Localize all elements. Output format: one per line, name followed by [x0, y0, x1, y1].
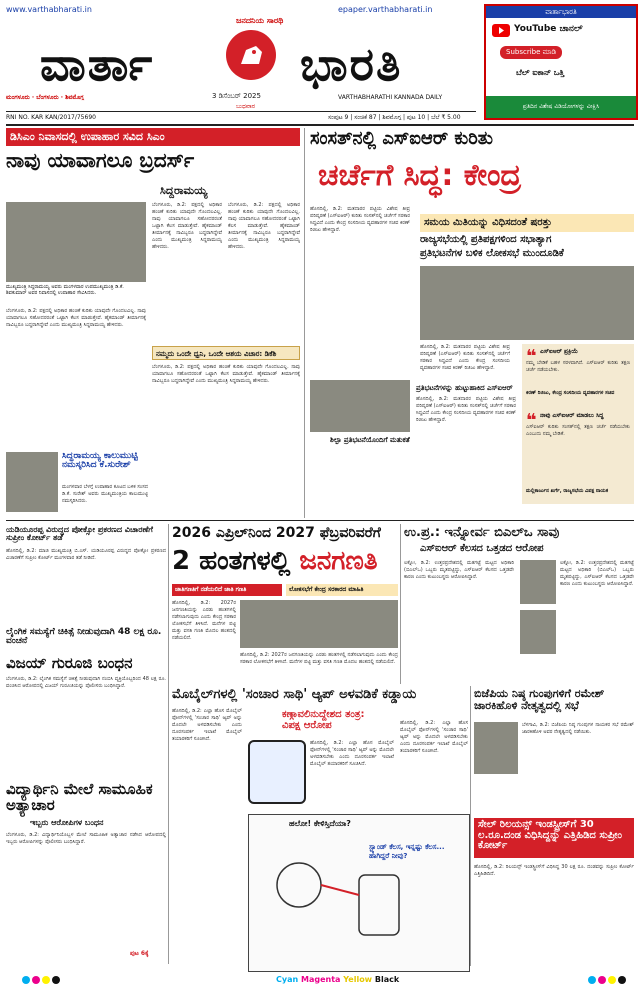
col-rule-2 — [168, 524, 169, 964]
app-body-col3: ಹೊಸದಿಲ್ಲಿ, ಡಿ.2: ಎಲ್ಲಾ ಹೊಸ ಮೊಬೈಲ್ ಫೋನ್‌ಗಳಲ್ಲಿ 'ಸಂಚಾರ ಸಾಥಿ' ಆ್ಯಪ್ ಅನ್ನು ಮೊದಲೇ ಅಳವಡಿಸಬೇಕು ಎಂದು ದೂರಸಂಪರ್ಕ ಇಲಾಖೆ ಮೊಬೈಲ್ ತಯಾರಕರಿಗೆ ಸೂಚಿಸಿದೆ. — [400, 720, 468, 754]
sir-body-col3: ಹೊಸದಿಲ್ಲಿ, ಡಿ.2: ಮತದಾರರ ಪಟ್ಟಿಯ ವಿಶೇಷ ತೀವ್ರ ಪರಿಷ್ಕರಣೆ (ಎಸ್‌ಐಆರ್) ಕುರಿತು ಸಂಸತ್‌ನಲ್ಲಿ ಚರ್ಚೆಗೆ ಸರಕಾರ ಸಿದ್ಧವಿದೆ ಎಂದು ಕೇಂದ್ರ ಸಂಸದೀಯ ವ್ಯವಹಾರಗಳ ಸಚಿವ ಕಿರಣ್ ರಿಜಿಜು ಹೇಳಿದ್ದಾರೆ. — [416, 396, 516, 423]
dcm-body: ಬೆಂಗಳೂರು, ಡಿ.2: ಪಕ್ಷದಲ್ಲಿ ಅಧಿಕಾರ ಹಂಚಿಕೆ ಕುರಿತು ಯಾವುದೇ ಗೊಂದಲವಿಲ್ಲ. ನಾವು ಯಾವಾಗಲೂ ಸಹೋದರರಂತೆ ಒಟ್ಟಾಗಿ ಕೆಲಸ ಮಾಡುತ್ತೇವೆ. ಹೈಕಮಾಂಡ್ ತೀರ್ಮಾನಕ್ಕೆ ನಾವಿಬ್ಬರೂ ಬದ್ಧರಾಗಿದ್ದೇವೆ ಎಂದು ಮುಖ್ಯಮಂತ್ರಿ ಸಿದ್ದರಾಮಯ್ಯ ಹೇಳಿದರು. — [6, 308, 146, 328]
opinion-q2-head: ನಾವು ಎಸ್‌ಐಆರ್ ಮಾಡಲು ಸಿದ್ಧ — [540, 412, 604, 419]
cartoon-bubble: ಹಲೋ! ಕೇಳಿಸ್ತಿದೆಯಾ? — [289, 819, 351, 828]
masthead-title-right: ಭಾರತಿ — [300, 37, 403, 91]
cartoon — [248, 814, 470, 972]
registration-mark-cyan-2 — [588, 976, 596, 984]
horse-icon — [226, 30, 276, 80]
protest-photo — [310, 380, 410, 432]
opinion-box — [522, 344, 634, 504]
sir-sub1: ಸಮಯ ಮಿತಿಯನ್ನು ವಿಧಿಸದಂತೆ ಷರತ್ತು — [420, 214, 634, 232]
dcm-kicker: ಡಿಸಿಎಂ ನಿವಾಸದಲ್ಲಿ ಉಪಾಹಾರ ಸವಿದ ಸಿಎಂ — [6, 128, 300, 146]
reg-number: RNI NO. KAR KAN/2017/75690 — [6, 114, 96, 121]
issue-meta: ಸಂಪುಟ 9 | ಸಂಚಿಕೆ 87 | ಶಿವಮೊಗ್ಗ | ಪುಟ 10 | ಬೆಲೆ ₹ 5.00 — [328, 114, 461, 121]
census-headline-b: ಜನಗಣತಿ — [299, 546, 378, 576]
cmyk-black: Black — [374, 975, 400, 984]
up-body-col2: ಲಕ್ನೋ, ಡಿ.2: ಉತ್ತರಪ್ರದೇಶದಲ್ಲಿ ಮತಗಟ್ಟೆ ಮಟ್ಟದ ಅಧಿಕಾರಿ (ಬಿಎಲ್‌ಒ) ಒಬ್ಬರು ಮೃತಪಟ್ಟಿದ್ದು, ಎಸ್‌ಐಆರ್ ಕೆಲಸದ ಒತ್ತಡವೇ ಕಾರಣ ಎಂದು ಕುಟುಂಬಸ್ಥರು ಆರೋಪಿಸಿದ್ದಾರೆ. — [560, 560, 634, 587]
phone-icon — [248, 740, 306, 804]
census-tag1: ಜಾತಿಗಣತಿಗೆ ನಡೆಯಲಿದೆ ಜಾತಿ ಗಣತಿ — [172, 584, 282, 596]
app-body: ಹೊಸದಿಲ್ಲಿ, ಡಿ.2: ಎಲ್ಲಾ ಹೊಸ ಮೊಬೈಲ್ ಫೋನ್‌ಗಳಲ್ಲಿ 'ಸಂಚಾರ ಸಾಥಿ' ಆ್ಯಪ್ ಅನ್ನು ಮೊದಲೇ ಅಳವಡಿಸಬೇಕು ಎಂದು ದೂರಸಂಪರ್ಕ ಇಲಾಖೆ ಮೊಬೈಲ್ ತಯಾರಕರಿಗೆ ಸೂಚಿಸಿದೆ. — [172, 708, 242, 742]
bjp-body: ಬೆಳಗಾವಿ, ಡಿ.2: ಬಿಜೆಪಿಯ ನಿಷ್ಠ ಗುಂಪುಗಳ ನಾಯಕರ ಸಭೆ ರಮೇಶ್ ಜಾರಕಿಹೊಳಿ ಅವರ ನೇತೃತ್ವದಲ್ಲಿ ನಡೆಯಿತು. — [522, 722, 634, 735]
up-body: ಲಕ್ನೋ, ಡಿ.2: ಉತ್ತರಪ್ರದೇಶದಲ್ಲಿ ಮತಗಟ್ಟೆ ಮಟ್ಟದ ಅಧಿಕಾರಿ (ಬಿಎಲ್‌ಒ) ಒಬ್ಬರು ಮೃತಪಟ್ಟಿದ್ದು, ಎಸ್‌ಐಆರ್ ಕೆಲಸದ ಒತ್ತಡವೇ ಕಾರಣ ಎಂದು ಕುಟುಂಬಸ್ಥರು ಆರೋಪಿಸಿದ್ದಾರೆ. — [404, 560, 514, 580]
issue-day: ಬುಧವಾರ — [236, 103, 255, 110]
assault-sub: ಇಬ್ಬರು ಆರೋಪಿಗಳ ಬಂಧನ — [30, 818, 104, 827]
up-sub: ಎಸ್‌ಐಆರ್ ಕೆಲಸದ ಒತ್ತಡದ ಆರೋಪ — [420, 543, 544, 554]
english-name: VARTHABHARATHI KANNADA DAILY — [338, 94, 443, 101]
logo-emblem — [226, 30, 276, 80]
registration-mark-magenta-2 — [598, 976, 606, 984]
bjp-photo — [474, 722, 518, 774]
registration-mark-yellow-2 — [608, 976, 616, 984]
sir-quote-title: ಪ್ರತಿಭಟನೆಗಳನ್ನು ಹುಟ್ಟುಹಾಕಿದ ಎಸ್‌ಐಆರ್ — [416, 384, 513, 392]
arrest-headline: ವಿಜಯ್ ಗುರೂಜಿ ಬಂಧನ — [6, 654, 133, 672]
ad-bottom-text: ಪ್ರತಿದಿನ ವಿಶೇಷ ವಿಡಿಯೋಗಳನ್ನು ವೀಕ್ಷಿಸಿ — [486, 96, 636, 118]
dcm-sub-body: ಬೆಂಗಳೂರು, ಡಿ.2: ಪಕ್ಷದಲ್ಲಿ ಅಧಿಕಾರ ಹಂಚಿಕೆ ಕುರಿತು ಯಾವುದೇ ಗೊಂದಲವಿಲ್ಲ. ನಾವು ಯಾವಾಗಲೂ ಸಹೋದರರಂತೆ ಒಟ್ಟಾಗಿ ಕೆಲಸ ಮಾಡುತ್ತೇವೆ. ಹೈಕಮಾಂಡ್ ತೀರ್ಮಾನಕ್ಕೆ ನಾವಿಬ್ಬರೂ ಬದ್ಧರಾಗಿದ್ದೇವೆ ಎಂದು ಮುಖ್ಯಮಂತ್ರಿ ಸಿದ್ದರಾಮಯ್ಯ ಹೇಳಿದರು. — [152, 364, 300, 384]
cmyk-yellow: Yellow — [343, 975, 373, 984]
footer — [0, 972, 640, 988]
opinion-q1-by: ಕಿರಣ್ ರಿಜಿಜು, ಕೇಂದ್ರ ಸಂಸದೀಯ ವ್ಯವಹಾರಗಳ ಸಚಿವ — [526, 390, 615, 396]
masthead-bottom-rule — [6, 124, 634, 126]
app-headline: ಮೊಬೈಲ್‌ಗಳಲ್ಲಿ 'ಸಂಚಾರ ಸಾಥಿ' ಆ್ಯಪ್ ಅಳವಡಿಕೆ ಕಡ್ಡಾಯ — [172, 687, 417, 702]
quote-mark-icon-2: ❝ — [526, 410, 537, 431]
sir-sub2: ರಾಜ್ಯಸಭೆಯಲ್ಲಿ ಪ್ರತಿಪಕ್ಷಗಳಿಂದ ಸಭಾತ್ಯಾಗ — [420, 234, 552, 245]
continued-tag: ಪುಟ 6ಕ್ಕೆ — [130, 950, 149, 957]
blo-photo-2 — [520, 610, 556, 654]
dcm-photo — [6, 202, 146, 282]
ad-subscribe-text[interactable]: Subscribe ಮಾಡಿ — [500, 46, 562, 59]
app-sub-b: ವಿಪಕ್ಷ ಆರೋಪ — [282, 719, 332, 731]
suresh-photo — [6, 452, 58, 512]
registration-mark-cyan — [22, 976, 30, 984]
assault-headline: ವಿದ್ಯಾರ್ಥಿನಿ ಮೇಲೆ ಸಾಮೂಹಿಕ ಅತ್ಯಾಚಾರ — [6, 780, 153, 814]
sir-photo — [420, 266, 634, 340]
dcm-body-col3: ಬೆಂಗಳೂರು, ಡಿ.2: ಪಕ್ಷದಲ್ಲಿ ಅಧಿಕಾರ ಹಂಚಿಕೆ ಕುರಿತು ಯಾವುದೇ ಗೊಂದಲವಿಲ್ಲ. ನಾವು ಯಾವಾಗಲೂ ಸಹೋದರರಂತೆ ಒಟ್ಟಾಗಿ ಕೆಲಸ ಮಾಡುತ್ತೇವೆ. ಹೈಕಮಾಂಡ್ ತೀರ್ಮಾನಕ್ಕೆ ನಾವಿಬ್ಬರೂ ಬದ್ಧರಾಗಿದ್ದೇವೆ ಎಂದು ಮುಖ್ಯಮಂತ್ರಿ ಸಿದ್ದರಾಮಯ್ಯ ಹೇಳಿದರು. — [228, 202, 300, 250]
registration-mark-black-2 — [618, 976, 626, 984]
masthead-title-left: ವಾರ್ತಾ — [40, 37, 155, 91]
epaper-url[interactable]: epaper.varthabharati.in — [338, 5, 433, 14]
registration-mark-yellow — [42, 976, 50, 984]
assault-body: ಬೆಂಗಳೂರು, ಡಿ.2: ವಿದ್ಯಾರ್ಥಿನಿಯೊಬ್ಬಳ ಮೇಲೆ ಸಾಮೂಹಿಕ ಅತ್ಯಾಚಾರ ನಡೆಸಿದ ಆರೋಪದಲ್ಲಿ ಇಬ್ಬರು ಆರೋಪಿಗಳನ್ನು ಪೊಲೀಸರು ಬಂಧಿಸಿದ್ದಾರೆ. — [6, 832, 166, 845]
ad-youtube-text: YouTube ಚಾನಲ್ — [514, 24, 583, 34]
sir-kicker: ಸಂಸತ್‌ನಲ್ಲಿ ಎಸ್‌ಐಆರ್ ಕುರಿತು — [310, 128, 494, 149]
blo-photo-1 — [520, 560, 556, 604]
issue-date: 3 ಡಿಸೆಂಬರ್ 2025 — [212, 92, 261, 100]
census-headline-a: 2 ಹಂತಗಳಲ್ಲಿ — [172, 546, 291, 576]
sir-body-col2: ಹೊಸದಿಲ್ಲಿ, ಡಿ.2: ಮತದಾರರ ಪಟ್ಟಿಯ ವಿಶೇಷ ತೀವ್ರ ಪರಿಷ್ಕರಣೆ (ಎಸ್‌ಐಆರ್) ಕುರಿತು ಸಂಸತ್‌ನಲ್ಲಿ ಚರ್ಚೆಗೆ ಸರಕಾರ ಸಿದ್ಧವಿದೆ ಎಂದು ಕೇಂದ್ರ ಸಂಸದೀಯ ವ್ಯವಹಾರಗಳ ಸಚಿವ ಕಿರಣ್ ರಿಜಿಜು ಹೇಳಿದ್ದಾರೆ. — [420, 344, 510, 371]
census-headline — [172, 548, 398, 575]
census-tag2: ಲೋಕಸಭೆಗೆ ಕೇಂದ್ರ ಸರಕಾರದ ಮಾಹಿತಿ — [286, 584, 398, 596]
reliance-body: ಹೊಸದಿಲ್ಲಿ, ಡಿ.2: ರಿಲಯನ್ಸ್ ಇಂಡಸ್ಟ್ರೀಸ್‌ಗೆ ವಿಧಿಸಿದ್ದ 30 ಲಕ್ಷ ರೂ. ದಂಡವನ್ನು ಸುಪ್ರೀಂ ಕೋರ್ಟ್ ಎತ್ತಿಹಿಡಿದಿದೆ. — [474, 864, 634, 877]
mid-rule — [6, 520, 634, 521]
opinion-q2-by: ಮಲ್ಲಿಕಾರ್ಜುನ ಖರ್ಗೆ, ರಾಜ್ಯಸಭೆಯ ವಿಪಕ್ಷ ನಾಯಕ — [526, 488, 609, 494]
ad-top-text: ವಾರ್ತಾಭಾರತಿ — [486, 6, 636, 18]
census-body: ಹೊಸದಿಲ್ಲಿ, ಡಿ.2: 2027ರ ಜನಗಣತಿಯನ್ನು ಎರಡು ಹಂತಗಳಲ್ಲಿ ನಡೆಸಲಾಗುವುದು ಎಂದು ಕೇಂದ್ರ ಸರಕಾರ ಲೋಕಸಭೆಗೆ ತಿಳಿಸಿದೆ. ಮನೆಗಳ ಪಟ್ಟಿ ಮತ್ತು ವಸತಿ ಗಣತಿ ಮೊದಲ ಹಂತದಲ್ಲಿ ನಡೆಯಲಿದೆ. — [172, 600, 236, 641]
color-bar — [276, 975, 399, 984]
tagline: ಜನದನಿಯ ಸಾರಥಿ — [236, 16, 284, 25]
census-photo — [240, 600, 398, 648]
youtube-ad[interactable] — [484, 4, 638, 120]
minister-body: ಮಂಗಳವಾರ ಬೆಳಗ್ಗೆ ಉಪಾಹಾರ ಕೂಟದ ಬಳಿಕ ಸಂಸದ ಡಿ.ಕೆ. ಸುರೇಶ್ ಅವರು ಮುಖ್ಯಮಂತ್ರಿಯ ಕಾಲುಮುಟ್ಟಿ ನಮಸ್ಕರಿಸಿದರು. — [62, 484, 148, 504]
sir-headline: ಚರ್ಚೆಗೆ ಸಿದ್ಧ: ಕೇಂದ್ರ — [318, 158, 522, 193]
opinion-q2: ಎಸ್‌ಐಆರ್ ಕುರಿತು ಸಂಸತ್‌ನಲ್ಲಿ ತಕ್ಷಣ ಚರ್ಚೆ ನಡೆಯಬೇಕು ಎಂಬುದು ನಮ್ಮ ಬೇಡಿಕೆ. — [526, 424, 630, 437]
dcm-headline: ನಾವು ಯಾವಾಗಲೂ ಬ್ರದರ್ಸ್ — [6, 148, 195, 172]
reliance-headline: ಸೇಲ್ ರಿಲಯನ್ಸ್ ಇಂಡಸ್ಟ್ರೀಸ್‌ಗೆ 30 ಲ.ರೂ.ದಂಡ ವಿಧಿಸಿದ್ದನ್ನು ಎತ್ತಿಹಿಡಿದ ಸುಪ್ರೀಂ ಕೋರ್ಟ್ — [478, 819, 622, 851]
col-rule-4 — [470, 686, 471, 966]
masthead-rule — [6, 111, 476, 112]
minister-headline: ಸಿದ್ದರಾಮಯ್ಯ ಕಾಲುಮುಟ್ಟಿ ನಮಸ್ಕರಿಸಿದ ಕೆ.ಸುರೇಶ್ — [62, 451, 138, 471]
dcm-sub-box: ನಮ್ಮದು ಒಂದೇ ಧ್ವನಿ, ಒಂದೇ ಆಶಯ ವಿಚಾರ: ಡಿಕೆಶಿ — [152, 346, 300, 360]
census-body-2: ಹೊಸದಿಲ್ಲಿ, ಡಿ.2: 2027ರ ಜನಗಣತಿಯನ್ನು ಎರಡು ಹಂತಗಳಲ್ಲಿ ನಡೆಸಲಾಗುವುದು ಎಂದು ಕೇಂದ್ರ ಸರಕಾರ ಲೋಕಸಭೆಗೆ ತಿಳಿಸಿದೆ. ಮನೆಗಳ ಪಟ್ಟಿ ಮತ್ತು ವಸತಿ ಗಣತಿ ಮೊದಲ ಹಂತದಲ್ಲಿ ನಡೆಯಲಿದೆ. — [240, 652, 398, 665]
bjp-headline: ಬಿಜೆಪಿಯ ನಿಷ್ಠ ಗುಂಪುಗಳಿಗೆ ರಮೇಶ್ ಜಾರಕಿಹೊಳಿ ನೇತೃತ್ವದಲ್ಲಿ ಸಭೆ — [474, 687, 605, 712]
ad-bell-text: ಬೆಲ್ ಐಕಾನ್ ಒತ್ತಿ — [516, 68, 565, 77]
editions-list: ಮಂಗಳೂರು · ಬೆಂಗಳೂರು · ಶಿವಮೊಗ್ಗ — [6, 94, 84, 101]
registration-mark-magenta — [32, 976, 40, 984]
opinion-q1-head: ಎಸ್‌ಐಆರ್ ಪ್ರಕ್ರಿಯೆ — [540, 348, 578, 355]
website-url[interactable]: www.varthabharati.in — [6, 5, 92, 14]
youtube-play-icon — [492, 24, 510, 37]
registration-mark-black — [52, 976, 60, 984]
cartoon-text: ಸ್ಟ್ಯಾಂಡ್ ಕೆಲಸ, ಇನ್ನಷ್ಟು ಕೆಲಸ... ಹಾಗಿದ್ದರೆ ನೀವು? — [369, 843, 445, 860]
sir-sub3: ಪ್ರತಿಭಟನೆಗಳ ಬಳಿಕ ಲೋಕಸಭೆ ಮುಂದೂಡಿಕೆ — [420, 248, 564, 259]
dcm-caption: ಮುಖ್ಯಮಂತ್ರಿ ಸಿದ್ದರಾಮಯ್ಯ ಅವರು ಮಂಗಳವಾರ ಉಪಮುಖ್ಯಮಂತ್ರಿ ಡಿ.ಕೆ. ಶಿವಕುಮಾರ್ ಅವರ ನಿವಾಸದಲ್ಲಿ ಉಪಾಹಾರ ಸೇವಿಸಿದರು. — [6, 284, 124, 296]
court-body: ಹೊಸದಿಲ್ಲಿ, ಡಿ.2: ಮಾಜಿ ಮುಖ್ಯಮಂತ್ರಿ ಬಿ.ಎಸ್. ಯಡಿಯೂರಪ್ಪ ವಿರುದ್ಧದ ಪೋಕ್ಸೋ ಪ್ರಕರಣದ ವಿಚಾರಣೆಗೆ ಸುಪ್ರೀಂ ಕೋರ್ಟ್ ಮಂಗಳವಾರ ತಡೆ ನೀಡಿದೆ. — [6, 548, 166, 561]
arrest-body: ಬೆಂಗಳೂರು, ಡಿ.2: ಲೈಂಗಿಕ ಸಮಸ್ಯೆಗೆ ಚಿಕಿತ್ಸೆ ನೀಡುವುದಾಗಿ ನಂಬಿಸಿ ವ್ಯಕ್ತಿಯೊಬ್ಬರಿಂದ 48 ಲಕ್ಷ ರೂ. ವಂಚಿಸಿದ ಆರೋಪದಲ್ಲಿ ವಿಜಯ್ ಗುರೂಜಿಯನ್ನು ಪೊಲೀಸರು ಬಂಧಿಸಿದ್ದಾರೆ. — [6, 676, 166, 689]
cmyk-magenta: Magenta — [300, 975, 341, 984]
dcm-byline: ಸಿದ್ದರಾಮಯ್ಯ — [160, 184, 208, 197]
arrest-kicker: ಲೈಂಗಿಕ ಸಮಸ್ಯೆಗೆ ಚಿಕಿತ್ಸೆ ನೀಡುವುದಾಗಿ 48 ಲಕ್ಷ ರೂ. ವಂಚನೆ — [6, 627, 162, 647]
sir-body: ಹೊಸದಿಲ್ಲಿ, ಡಿ.2: ಮತದಾರರ ಪಟ್ಟಿಯ ವಿಶೇಷ ತೀವ್ರ ಪರಿಷ್ಕರಣೆ (ಎಸ್‌ಐಆರ್) ಕುರಿತು ಸಂಸತ್‌ನಲ್ಲಿ ಚರ್ಚೆಗೆ ಸರಕಾರ ಸಿದ್ಧವಿದೆ ಎಂದು ಕೇಂದ್ರ ಸಂಸದೀಯ ವ್ಯವಹಾರಗಳ ಸಚಿವ ಕಿರಣ್ ರಿಜಿಜು ಹೇಳಿದ್ದಾರೆ. — [310, 206, 410, 233]
dcm-body-col2: ಬೆಂಗಳೂರು, ಡಿ.2: ಪಕ್ಷದಲ್ಲಿ ಅಧಿಕಾರ ಹಂಚಿಕೆ ಕುರಿತು ಯಾವುದೇ ಗೊಂದಲವಿಲ್ಲ. ನಾವು ಯಾವಾಗಲೂ ಸಹೋದರರಂತೆ ಒಟ್ಟಾಗಿ ಕೆಲಸ ಮಾಡುತ್ತೇವೆ. ಹೈಕಮಾಂಡ್ ತೀರ್ಮಾನಕ್ಕೆ ನಾವಿಬ್ಬರೂ ಬದ್ಧರಾಗಿದ್ದೇವೆ ಎಂದು ಮುಖ್ಯಮಂತ್ರಿ ಸಿದ್ದರಾಮಯ್ಯ ಹೇಳಿದರು. — [152, 202, 222, 250]
cartoon-drawing — [249, 815, 469, 971]
census-kicker: 2026 ಎಪ್ರಿಲ್‌ನಿಂದ 2027 ಫೆಬ್ರವರಿವರೆಗೆ — [172, 525, 381, 541]
sir-caption: ಶಿಲ್ಪಾ ಪ್ರತಿಭಟನೆಯೊಂದಿಗೆ ಮತುಕತೆ — [330, 436, 410, 444]
opinion-q1: ನಮ್ಮ ಬೇಡಿಕೆ ಬಹಳ ಸರಳವಾಗಿದೆ. ಎಸ್‌ಐಆರ್ ಕುರಿತು ತಕ್ಷಣ ಚರ್ಚೆ ನಡೆಯಬೇಕು. — [526, 360, 630, 373]
app-sub-a: ಕಣ್ಗಾವಲಿನುದ್ದೇಶದ ತಂತ್ರ: — [282, 709, 365, 720]
court-headline: ಯಡಿಯೂರಪ್ಪ ವಿರುದ್ಧದ ಪೋಕ್ಸೋ ಪ್ರಕರಣದ ವಿಚಾರಣೆಗೆ ಸುಪ್ರೀಂ ಕೋರ್ಟ್ ತಡೆ — [6, 525, 153, 543]
cmyk-cyan: Cyan — [276, 975, 299, 984]
app-body-col2: ಹೊಸದಿಲ್ಲಿ, ಡಿ.2: ಎಲ್ಲಾ ಹೊಸ ಮೊಬೈಲ್ ಫೋನ್‌ಗಳಲ್ಲಿ 'ಸಂಚಾರ ಸಾಥಿ' ಆ್ಯಪ್ ಅನ್ನು ಮೊದಲೇ ಅಳವಡಿಸಬೇಕು ಎಂದು ದೂರಸಂಪರ್ಕ ಇಲಾಖೆ ಮೊಬೈಲ್ ತಯಾರಕರಿಗೆ ಸೂಚಿಸಿದೆ. — [310, 740, 394, 767]
quote-mark-icon: ❝ — [526, 346, 537, 367]
col-rule-1 — [304, 128, 305, 518]
up-headline: ಉ.ಪ್ರ.: ಇನ್ನೋರ್ವ ಬಿಎಲ್‌ಒ ಸಾವು — [404, 525, 560, 540]
col-rule-3 — [400, 524, 401, 684]
